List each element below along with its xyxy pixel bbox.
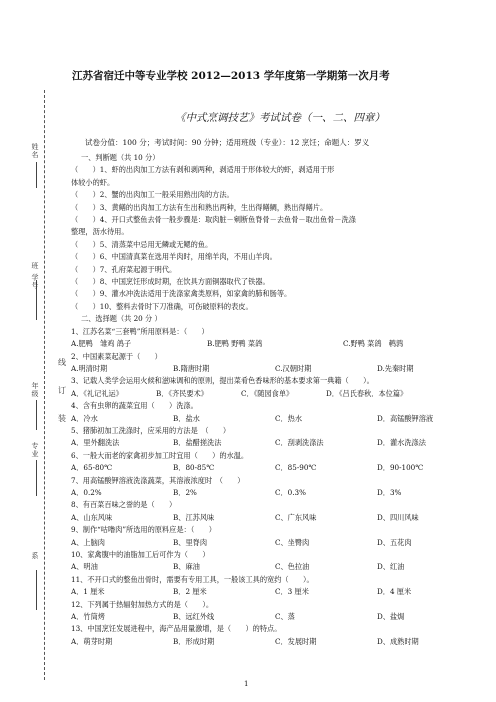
option-choice: D．高锰酸钾溶液 <box>377 413 434 423</box>
grade-blank-line <box>36 400 37 430</box>
major-blank-line <box>36 460 37 496</box>
option-choice: C.野鸭 菜鸽 鹌鹑 <box>343 339 404 349</box>
question-text: 1、江苏名菜“三套鸭”所用原料是：（ ） <box>71 326 209 336</box>
option-choice: B、远红外线 <box>173 612 215 622</box>
option-choice: D、成熟时期 <box>377 636 419 646</box>
true-false-item: （ ）2、蟹的出肉加工一般采用熟出肉的方法。 <box>71 190 234 200</box>
option-choice: B．2% <box>173 487 197 497</box>
option-choice: B、麻油 <box>173 562 200 572</box>
option-choice: B.肥鸭 野鸭 菜鸽 <box>207 339 263 349</box>
question-text: 4、含有虫卵的蔬菜宜用（ ）洗涤。 <box>71 401 198 411</box>
question-options <box>71 561 479 573</box>
class-number-label: 班 学号 <box>31 262 39 290</box>
option-choice: C．《随园食单》 <box>241 388 294 398</box>
option-choice: A．竹筒烤 <box>71 612 105 622</box>
binding-char-zhuang: 装 <box>58 414 66 423</box>
option-choice: C、蒸 <box>275 612 295 622</box>
true-false-item: （ ）1、虾的出肉加工方法有剥和剥两种，剥适用于形体较大的虾，剥适用于形 <box>71 165 335 175</box>
question-options <box>71 487 479 499</box>
question-text: 8、有百菜百味之誉的是（ ） <box>71 500 177 510</box>
option-choice: A．里外翻洗法 <box>71 438 120 448</box>
option-choice: B、江苏风味 <box>173 512 215 522</box>
option-choice: A、山东风味 <box>71 512 113 522</box>
option-choice: B.隋唐时期 <box>173 363 210 373</box>
question-options <box>71 437 479 449</box>
question-options <box>71 537 479 549</box>
question-text: 5、猪肺初加工洗涤时，应采用的方法是 （ ） <box>71 425 231 435</box>
section-heading-multiple-choice: 二、选择题（共 20 分 ） <box>81 314 162 324</box>
true-false-item: （ ）7、孔府菜起源于明代。 <box>71 264 177 274</box>
option-choice: D．《吕氏春秋．本位篇》 <box>326 388 408 398</box>
dept-blank-line <box>36 570 37 610</box>
question-text: 2、中国素菜起源于（ ） <box>71 351 162 361</box>
option-choice: C．热水 <box>275 413 303 423</box>
binding-char-line: 线 <box>58 358 66 367</box>
option-choice: D、盐焗 <box>377 612 405 622</box>
option-choice: D.先秦时期 <box>377 363 414 373</box>
exam-title: 江苏省宿迁中等专业学校 2012—2013 学年度第一学期第一次月考 <box>72 70 390 82</box>
section-heading-true-false: 一、判断题（共 10 分） <box>81 153 160 162</box>
true-false-list <box>71 164 479 313</box>
true-false-item: （ ）10、整料去骨时下刀准确，可伤破原料的表皮。 <box>71 301 253 311</box>
binding-dashed-line <box>44 90 45 680</box>
true-false-item: （ ）5、清蒸菜中忌用无鳞或无鳃的鱼。 <box>71 239 213 249</box>
question-text: 3、记载人类学会运用火候和滋味调和的原则，提出菜肴色香味形的基本要求第一典籍（ ）。 <box>71 376 374 386</box>
option-choice: A．0.2% <box>71 487 102 497</box>
name-blank-line <box>36 162 37 188</box>
exam-content <box>71 152 479 648</box>
question-text: 10、家禽腹中的油脂加工后可作为（ ） <box>71 550 210 559</box>
question-options <box>71 512 479 524</box>
option-choice: A.肥鸭 雏鸡 鸽子 <box>71 339 132 349</box>
question-text: 11、不开口式的整鱼出骨时，需要有专用工具，一般该工具的宽约（ ）。 <box>71 574 314 584</box>
option-choice: B．80-85℃ <box>173 463 215 473</box>
option-choice: D．灌水洗涤法 <box>377 438 426 448</box>
option-choice: A．《礼记礼运》 <box>71 388 123 398</box>
question-options <box>71 363 479 375</box>
option-choice: D、红油 <box>377 562 405 572</box>
true-false-item: （ ）6、中国清真菜在选用羊肉时，用绵羊肉，不用山羊肉。 <box>71 252 277 262</box>
page-number: 1 <box>244 680 249 688</box>
question-options <box>71 462 479 474</box>
option-choice: D．3% <box>377 487 402 497</box>
exam-info: 试卷分值：100 分；考试时间：90 分钟；适用班级（专业）：12 烹饪；命题人：罗义 <box>85 138 370 147</box>
option-choice: D．4 厘米 <box>377 587 412 597</box>
option-choice: C、坐臀肉 <box>275 537 310 547</box>
department-label: 系 <box>31 552 39 560</box>
option-choice: C．0.3% <box>275 487 306 497</box>
question-options <box>71 413 479 425</box>
option-choice: A．1 厘米 <box>71 587 105 597</box>
option-choice: A、明油 <box>71 562 98 572</box>
true-false-item: 体较小的虾。 <box>71 177 115 187</box>
true-false-item: （ ）9、灌水冲洗法适用于洗涤家禽类原料，如家禽的肺和肠等。 <box>71 289 292 299</box>
option-choice: C．85-90℃ <box>275 463 317 473</box>
option-choice: A．65-80℃ <box>71 463 113 473</box>
question-options <box>71 586 479 598</box>
true-false-item: （ ）3、黄鳝的出肉加工方法有生出和熟出两种，生出得鳝鲷，熟出得鳝片。 <box>71 202 328 212</box>
true-false-item: （ ）8、中国烹饪形成时期，在饮具方面铜器取代了铁器。 <box>71 277 270 287</box>
question-options <box>71 611 479 623</box>
option-choice: D．90-100℃ <box>377 463 424 473</box>
exam-subtitle: 《中式烹调技艺》考试试卷（一、二、四章） <box>175 112 385 124</box>
question-options <box>71 338 479 350</box>
true-false-item: 整理，沥水待用。 <box>71 227 129 237</box>
option-choice: A.明清时期 <box>71 363 108 373</box>
question-text: 12、下列属于热辐射加热方式的是（ ）。 <box>71 599 214 609</box>
option-choice: B．盐醋搓洗法 <box>173 438 222 448</box>
option-choice: C、广东风味 <box>275 512 317 522</box>
option-choice: C、色拉油 <box>275 562 310 572</box>
option-choice: B．形成时期 <box>173 636 215 646</box>
question-text: 9、制作“咕噜肉”所选用的原料应是：（ ） <box>71 525 216 535</box>
option-choice: B、里脊肉 <box>173 537 208 547</box>
binding-char-ding: 订 <box>58 386 66 395</box>
option-choice: D、五花肉 <box>377 537 412 547</box>
question-text: 13、中国烹饪发展进程中，海产品用量激增，是（ ）的特点。 <box>71 624 282 634</box>
option-choice: A．萌芽时期 <box>71 636 113 646</box>
option-choice: C．发展时期 <box>275 636 317 646</box>
option-choice: A、上脑肉 <box>71 537 105 547</box>
option-choice: B．《齐民要术》 <box>156 388 208 398</box>
grade-label: 年级 <box>31 382 39 398</box>
question-text: 6、一般大而老的家禽初步加工时宜用（ ）的水温。 <box>71 450 249 460</box>
question-options <box>71 636 479 648</box>
name-label: 姓名 <box>31 143 39 159</box>
option-choice: B．2 厘米 <box>173 587 207 597</box>
option-choice: B．盐水 <box>173 413 200 423</box>
question-options <box>71 388 479 400</box>
option-choice: C．刮剥洗涤法 <box>275 438 324 448</box>
option-choice: D、四川风味 <box>377 512 419 522</box>
option-choice: C.汉朝时期 <box>275 363 312 373</box>
option-choice: C．3 厘米 <box>275 587 309 597</box>
major-label: 专业 <box>31 442 39 458</box>
true-false-item: （ ）4、开口式整鱼去骨一般步骤是：取肉脏－剜断鱼脊骨－去鱼骨－取出鱼骨－洗涤 <box>71 215 356 225</box>
option-choice: A．冷水 <box>71 413 98 423</box>
question-text: 7、用高锰酸钾溶液洗涤蔬菜，其溶液浓度时 （ ） <box>71 475 245 485</box>
multiple-choice-list <box>71 326 479 649</box>
